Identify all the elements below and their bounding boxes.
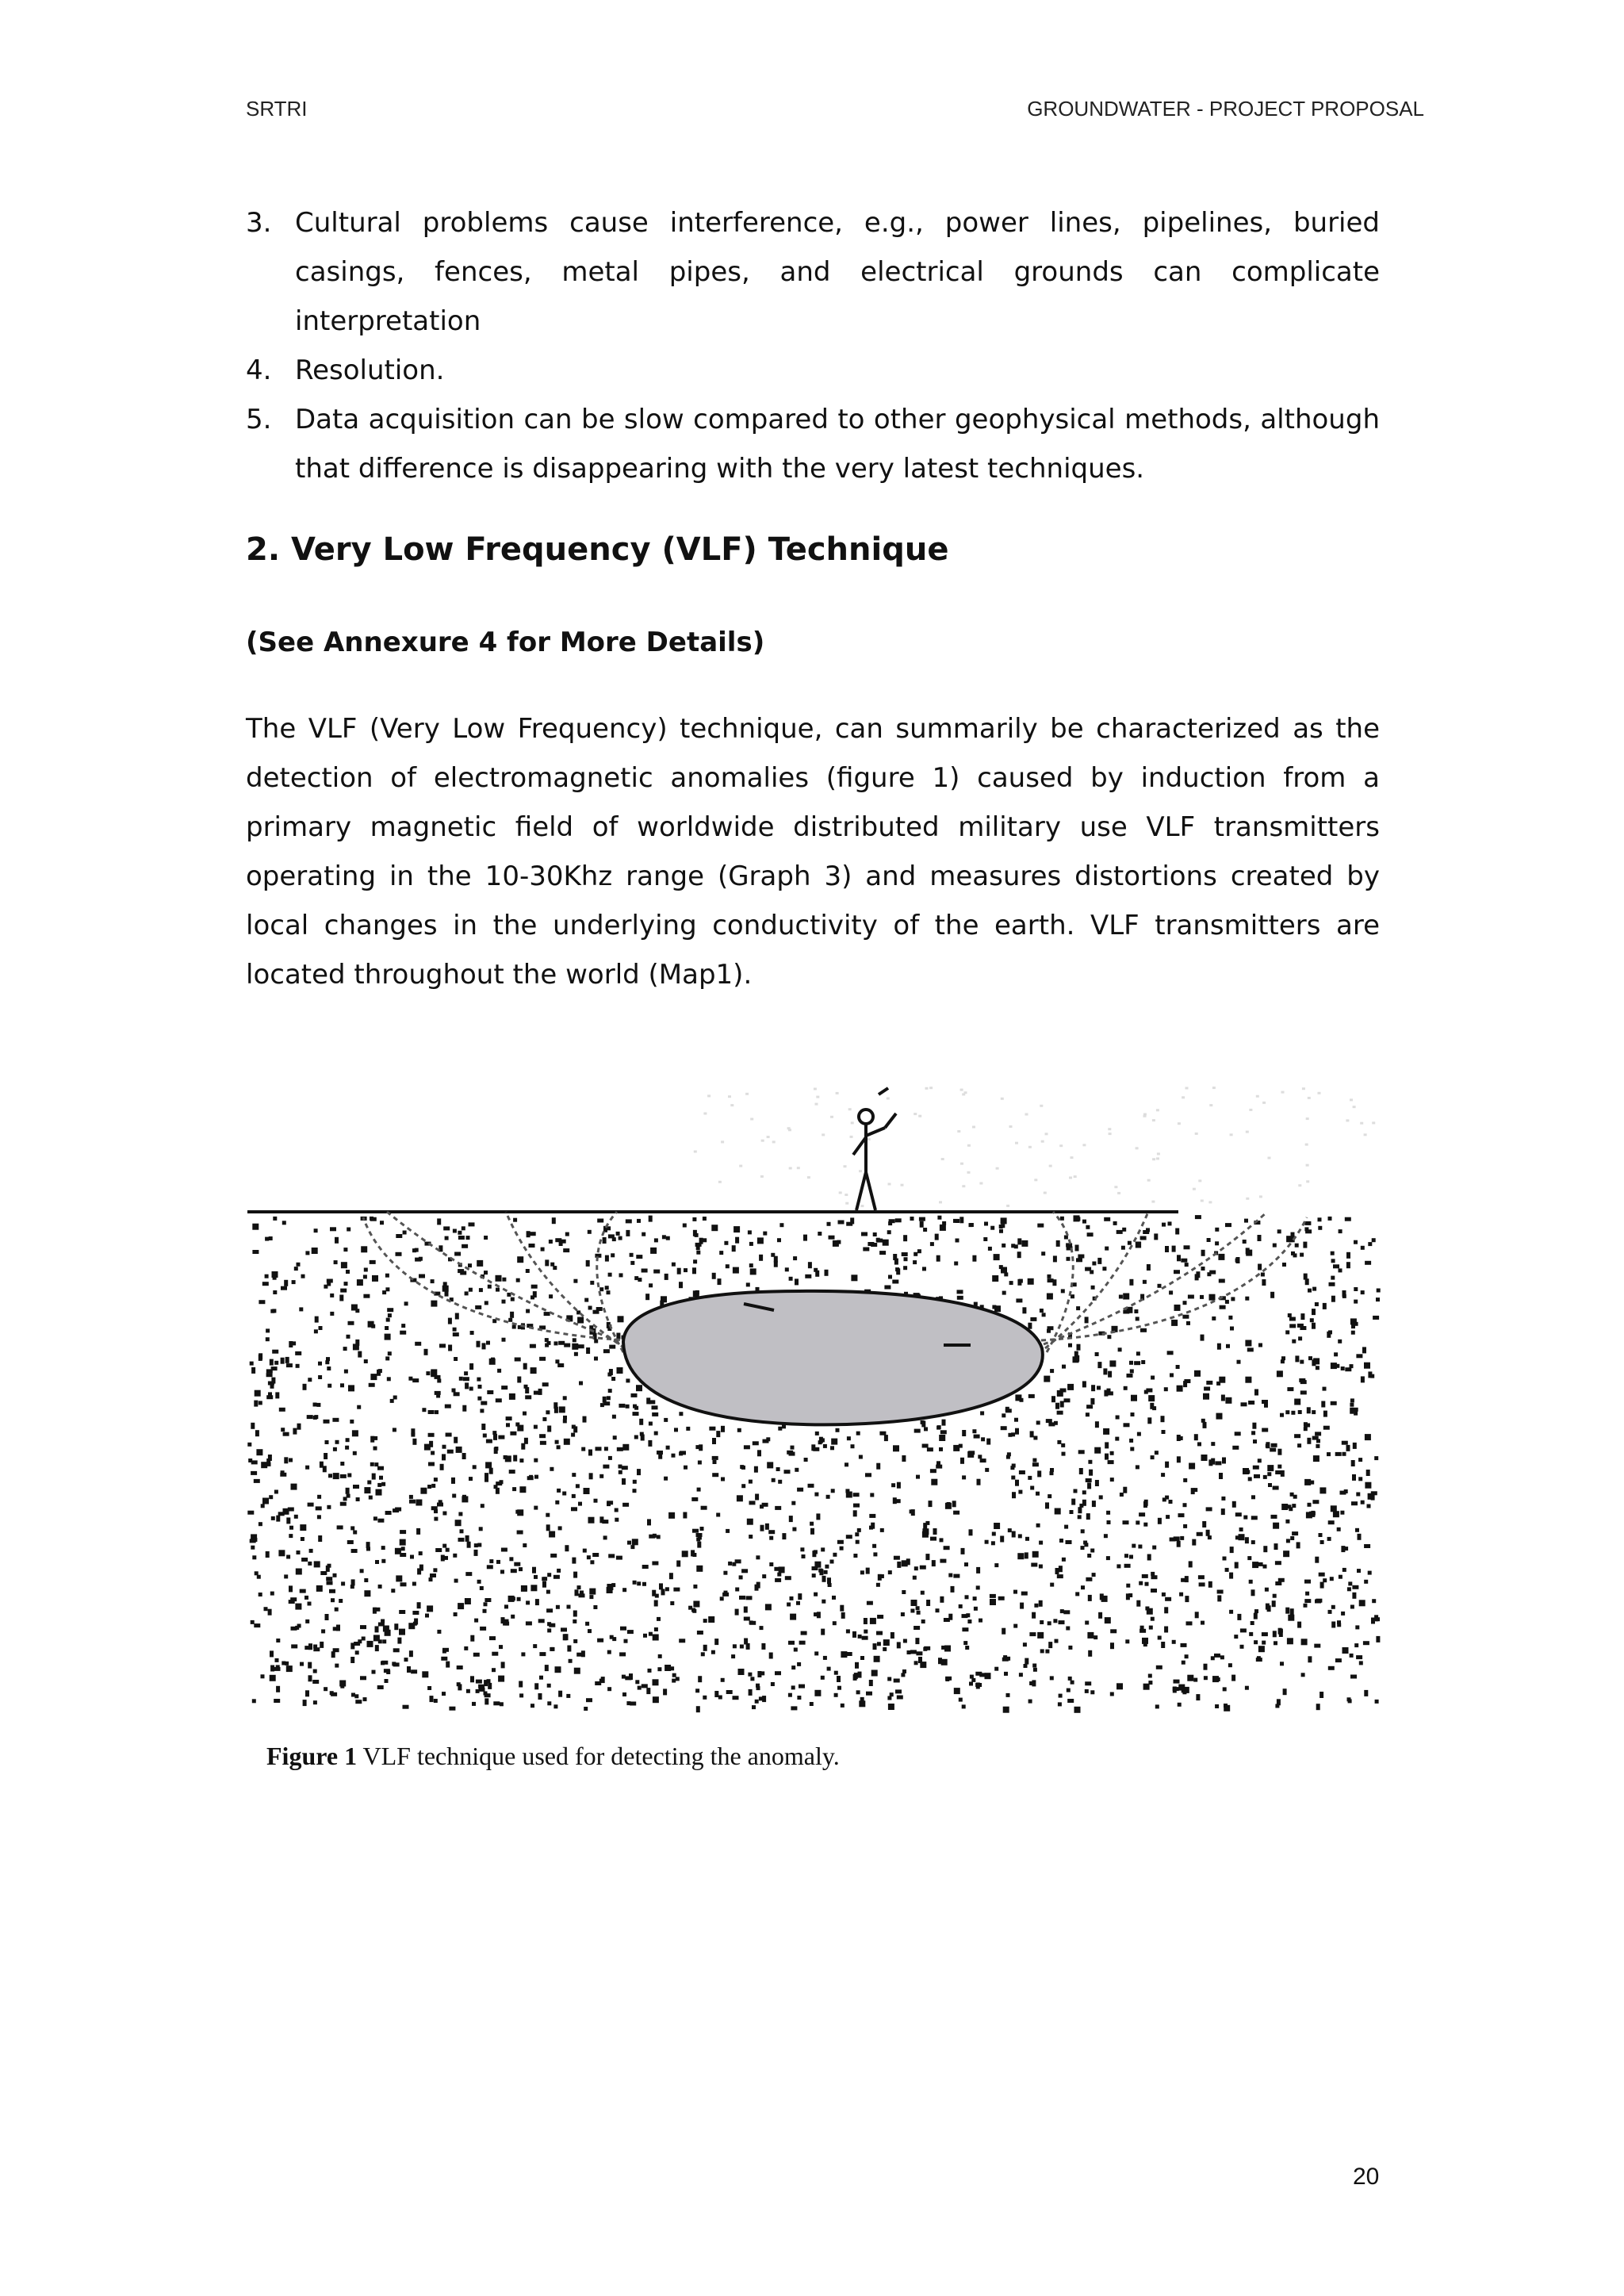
conductive-anomaly [623, 1291, 1043, 1424]
list-item-text: Data acquisition can be slow compared to other geophysical methods, although that difference is disappearing with the very latest techniques. [295, 404, 1380, 485]
section-subtitle: (See Annexure 4 for More Details) [246, 627, 765, 658]
list-item-number: 4. [246, 355, 272, 386]
list-item-text: Resolution. [295, 355, 445, 386]
figure-caption [266, 1742, 840, 1771]
vlf-diagram [244, 1079, 1381, 1713]
section-paragraph: The VLF (Very Low Frequency) technique, can summarily be characterized as the detection of electromagnetic anomalies (figure 1) caused by induction from a primary magnetic field of worldwide distributed military use VLF transmitters operating in the 10-30Khz range (Graph 3) and measures distortions created by local changes in the underlying conductivity of the earth. VLF transmitters are located throughout the world (Map1). [246, 713, 1380, 991]
page-number: 20 [1353, 2164, 1380, 2190]
list-item [246, 198, 1380, 346]
caption-label: Figure 1 [266, 1742, 358, 1770]
caption-text: VLF technique used for detecting the anomaly. [357, 1742, 840, 1770]
list-item-number: 5. [246, 404, 272, 435]
list-item-text: Cultural problems cause interference, e.g., power lines, pipelines, buried casings, fences, metal pipes, and electrical grounds can complicate interpretation [295, 207, 1380, 337]
header-title: GROUNDWATER - PROJECT PROPOSAL [1027, 97, 1424, 121]
section-title: 2. Very Low Frequency (VLF) Technique [246, 531, 949, 568]
operator-figure [853, 1088, 896, 1210]
vlf-figure [244, 1079, 1381, 1713]
list-item [246, 346, 1380, 395]
header-org: SRTRI [246, 97, 308, 121]
list-item-number: 3. [246, 207, 272, 239]
limitations-list [246, 198, 1380, 493]
list-item [246, 395, 1380, 493]
